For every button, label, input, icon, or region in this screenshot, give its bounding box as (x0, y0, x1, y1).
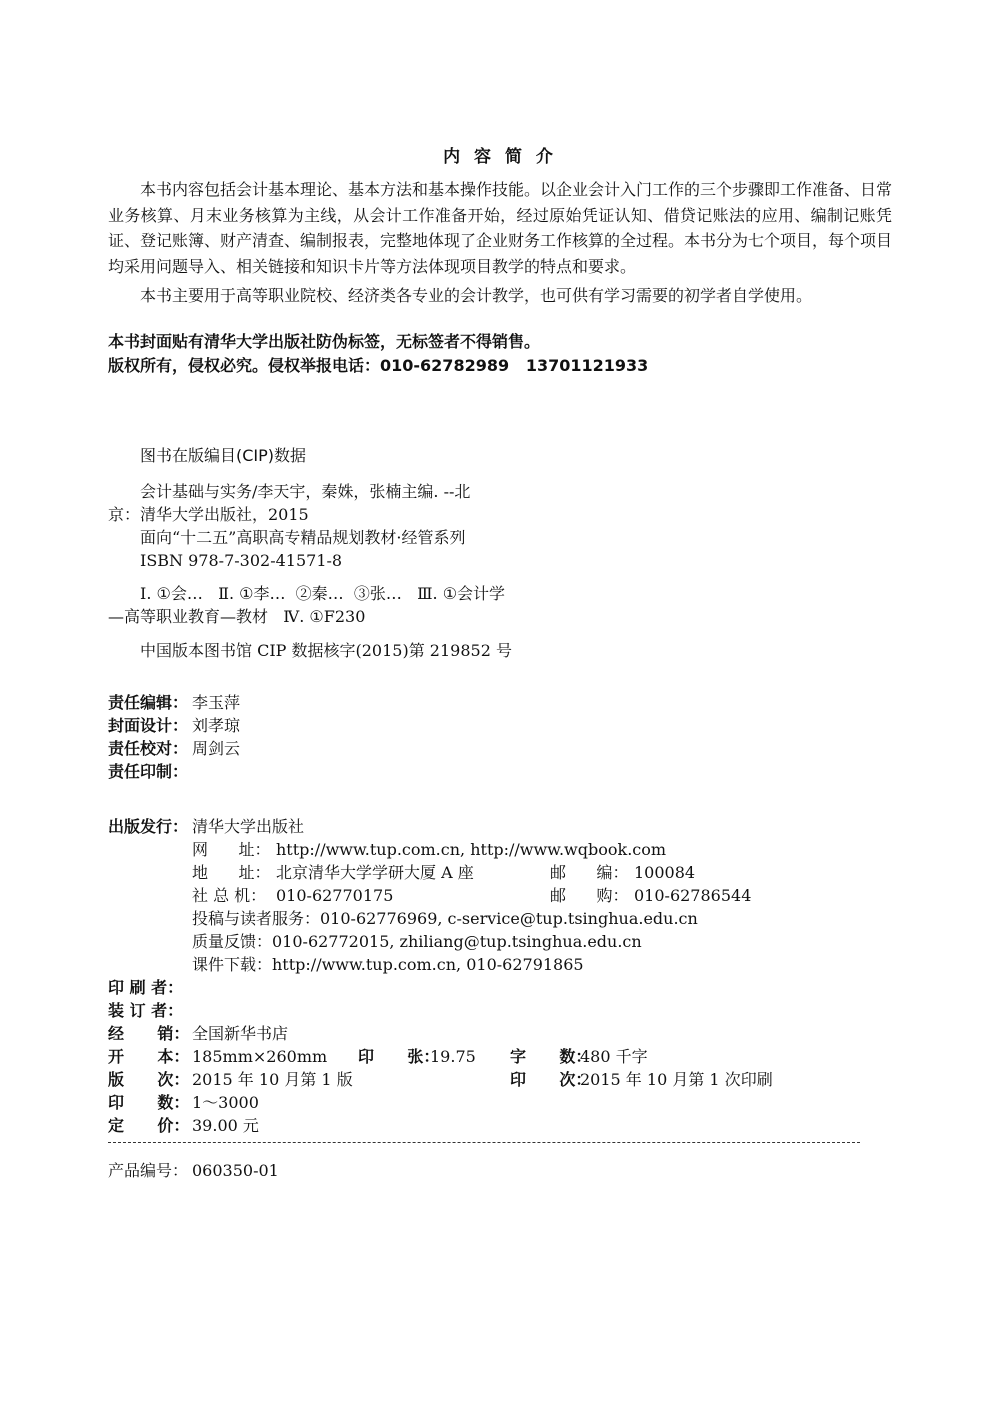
courseware-download: 课件下载：http://www.tup.com.cn, 010-62791865 (192, 955, 584, 974)
editor-value: 李玉萍 (192, 693, 241, 712)
mail-order-value: 010-62786544 (634, 886, 752, 905)
publisher-label: 出版发行： (108, 817, 189, 836)
price-value: 39.00 元 (192, 1116, 259, 1135)
print-run-label: 印 数： (108, 1093, 190, 1112)
product-code-value: 060350-01 (192, 1161, 279, 1180)
distributor-value: 全国新华书店 (192, 1024, 289, 1043)
address-value: 北京清华大学学研大厦 A 座 (276, 863, 474, 882)
zipcode-value: 100084 (634, 863, 696, 882)
cover-design-value: 刘孝琼 (192, 716, 241, 735)
cip-line-1: 会计基础与实务/李天宇，秦姝，张楠主编. --北 (140, 482, 471, 501)
quality-feedback: 质量反馈：010-62772015, zhiliang@tup.tsinghua.edu.cn (192, 932, 642, 951)
cip-line-3: 面向“十二五”高职高专精品规划教材·经管系列 (140, 528, 466, 547)
summary-paragraph-2: 本书主要用于高等职业院校、经济类各专业的会计教学，也可供有学习需要的初学者自学使用。 (140, 286, 813, 305)
print-run-value: 1～3000 (192, 1093, 259, 1112)
copyright-notice: 版权所有，侵权必究。侵权举报电话：010-62782989 13701121933 (108, 356, 649, 375)
distributor-label: 经 销： (108, 1024, 190, 1043)
format-value: 185mm×260mm (192, 1047, 328, 1066)
anti-counterfeit-notice: 本书封面贴有清华大学出版社防伪标签，无标签者不得销售。 (108, 332, 541, 351)
edition-label: 版 次： (108, 1070, 190, 1089)
word-count-label: 字 数： (510, 1047, 592, 1066)
cip-heading: 图书在版编目(CIP)数据 (140, 446, 307, 465)
impression-value: 2015 年 10 月第 1 次印刷 (580, 1070, 773, 1089)
format-label: 开 本： (108, 1047, 190, 1066)
switchboard-label: 社 总 机： (192, 886, 267, 905)
proofreader-label: 责任校对： (108, 739, 189, 758)
mail-order-label: 邮 购： (550, 886, 629, 905)
sheets-label: 印 张： (358, 1047, 440, 1066)
cip-line-7: 中国版本图书馆 CIP 数据核字(2015)第 219852 号 (140, 641, 512, 660)
switchboard-value: 010-62770175 (276, 886, 394, 905)
edition-value: 2015 年 10 月第 1 版 (192, 1070, 353, 1089)
printer-label: 印 刷 者： (108, 978, 184, 997)
editor-label: 责任编辑： (108, 693, 189, 712)
publisher-value: 清华大学出版社 (192, 817, 305, 836)
cover-design-label: 封面设计： (108, 716, 189, 735)
price-label: 定 价： (108, 1116, 190, 1135)
cip-line-5: Ⅰ. ①会… Ⅱ. ①李… ②秦… ③张… Ⅲ. ①会计学 (140, 584, 506, 603)
proofreader-value: 周剑云 (192, 739, 241, 758)
cip-line-6: —高等职业教育—教材 Ⅳ. ①F230 (108, 607, 366, 626)
print-manager-label: 责任印制： (108, 762, 189, 781)
binder-label: 装 订 者： (108, 1001, 184, 1020)
website-value: http://www.tup.com.cn, http://www.wqbook.com (276, 840, 667, 859)
separator-line (108, 1142, 860, 1143)
cip-line-4: ISBN 978-7-302-41571-8 (140, 551, 343, 570)
summary-title: 内 容 简 介 (443, 147, 557, 167)
cip-line-2: 京：清华大学出版社，2015 (108, 505, 309, 524)
product-code-label: 产品编号： (108, 1161, 189, 1180)
summary-paragraph-1: 本书内容包括会计基本理论、基本方法和基本操作技能。以企业会计入门工作的三个步骤即工作准备、日常业务核算、月末业务核算为主线，从会计工作准备开始，经过原始凭证认知、借贷记账法的应用、编制记账凭证、登记账簿、财产清查、编制报表，完整地体现了企业财务工作核算的全过程。本书分为七个项目，每个项目均采用问题导入、相关链接和知识卡片等方法体现项目教学的特点和要求。 (108, 180, 893, 276)
word-count-value: 480 千字 (580, 1047, 648, 1066)
reader-service: 投稿与读者服务：010-62776969, c-service@tup.tsinghua.edu.cn (192, 909, 698, 928)
website-label: 网 址： (192, 840, 271, 859)
address-label: 地 址： (192, 863, 271, 882)
sheets-value: 19.75 (430, 1047, 476, 1066)
zipcode-label: 邮 编： (550, 863, 629, 882)
impression-label: 印 次： (510, 1070, 592, 1089)
